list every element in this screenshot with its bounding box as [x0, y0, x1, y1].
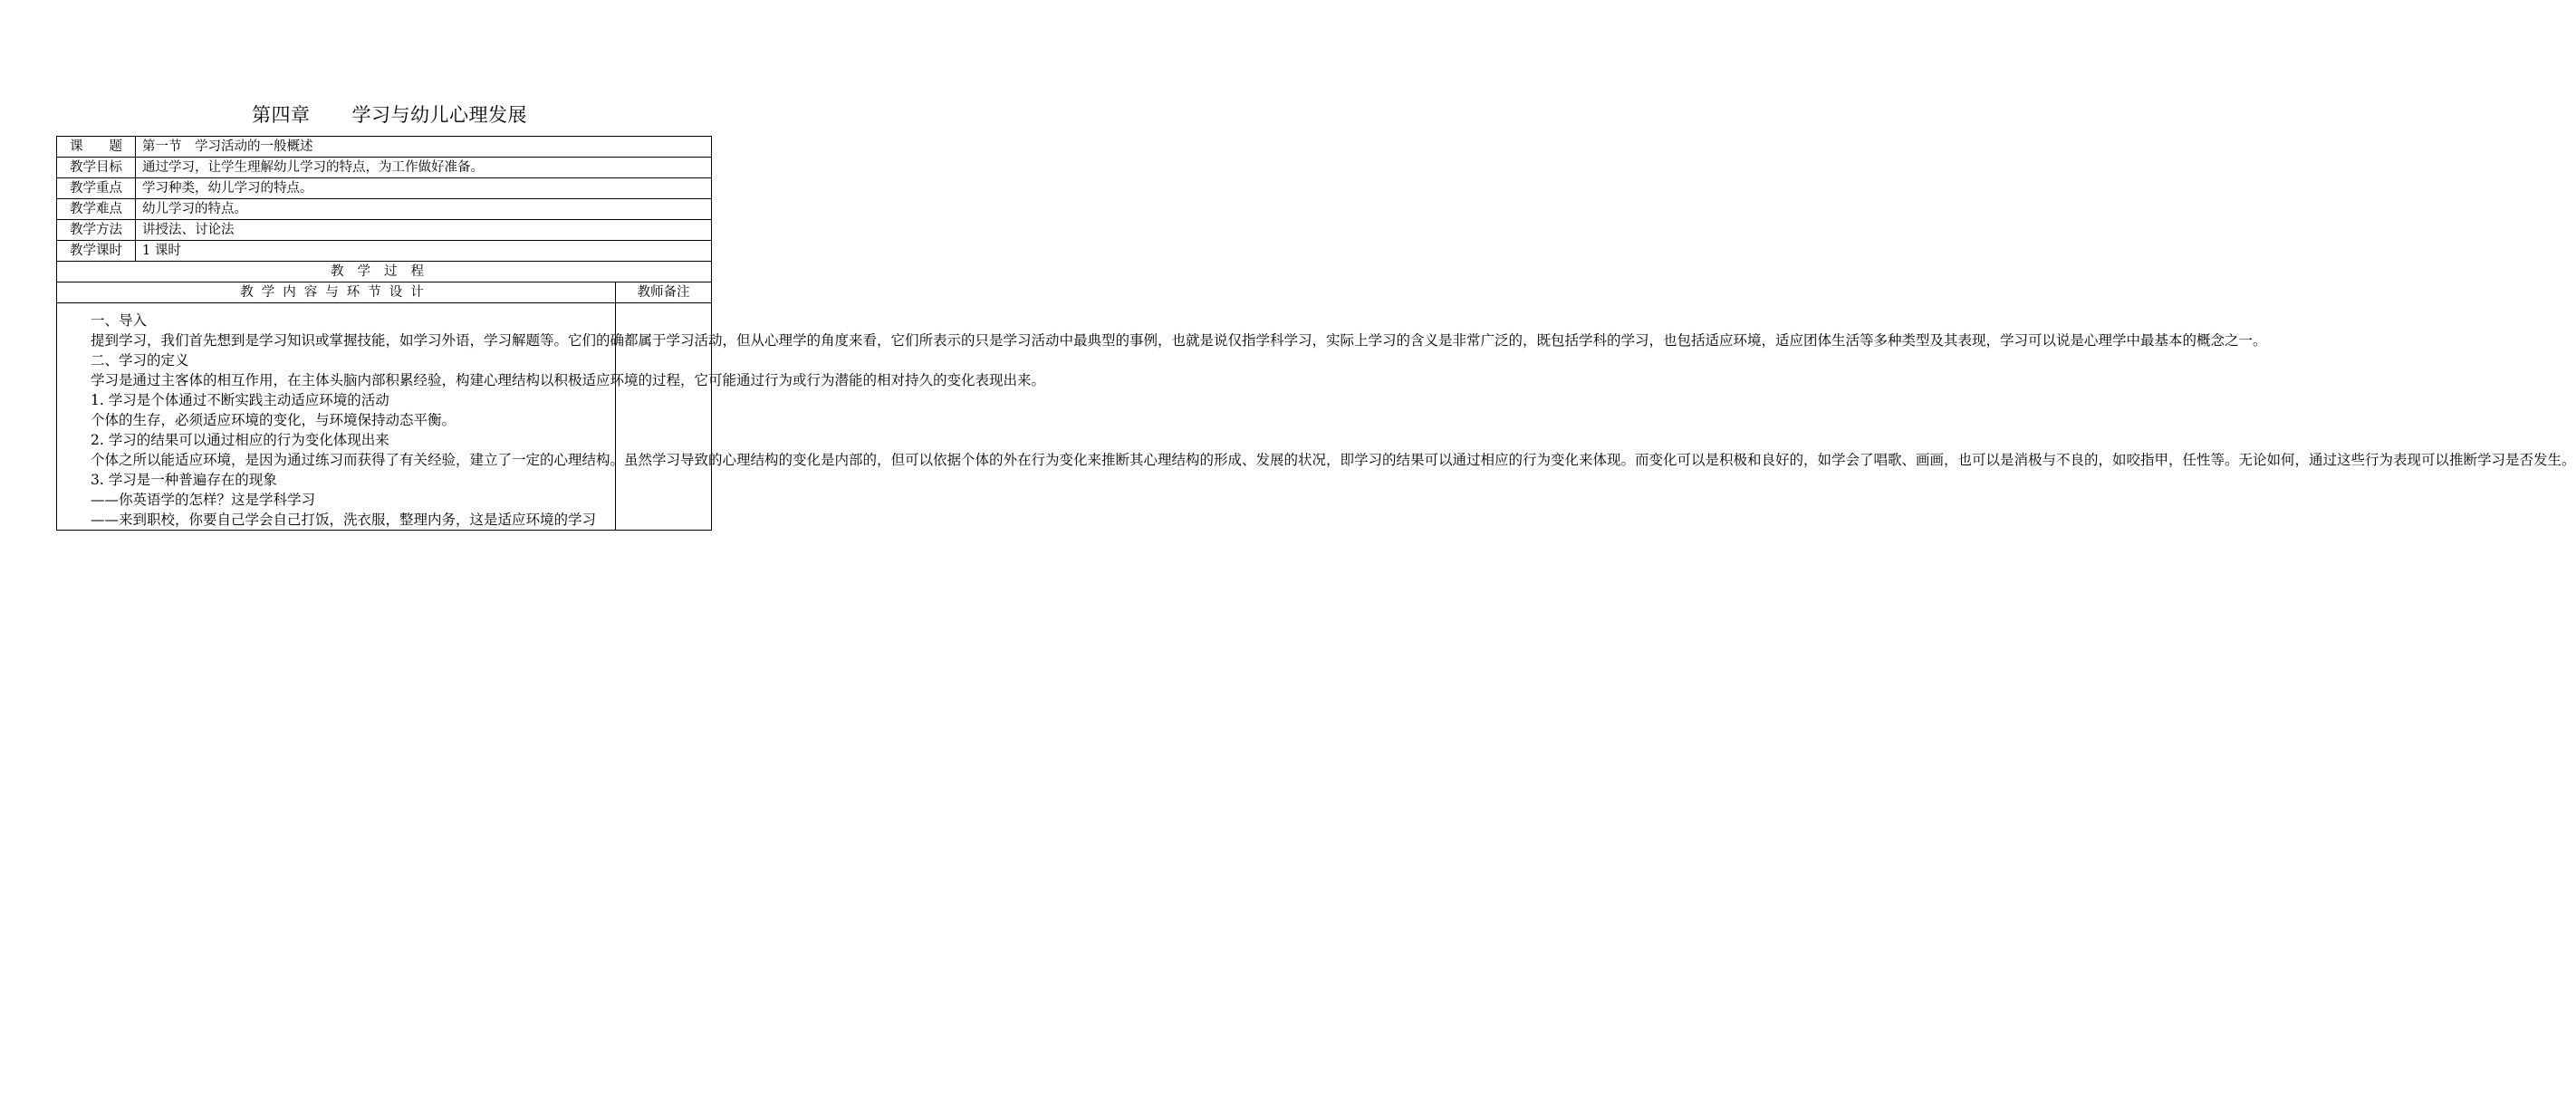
- lesson-plan-table: [56, 136, 2576, 531]
- info-label: 教学重点: [57, 178, 136, 199]
- column-header-row: [57, 282, 712, 303]
- info-row-difficulty: [57, 199, 712, 220]
- info-value: 第一节 学习活动的一般概述: [136, 137, 712, 158]
- info-label: 教学课时: [57, 241, 136, 262]
- info-row-objective: [57, 158, 712, 178]
- paragraph: 个体之所以能适应环境，是因为通过练习而获得了有关经验，建立了一定的心理结构。虽然学习导致的心理结构的变化是内部的，但可以依据个体的外在行为变化来推断其心理结构的形成、发展的状况，即学习的结果可以通过相应的行为变化来体现。而变化可以是积极和良好的，如学会了唱歌、画画，也可以是消极与不良的，如咬指甲，任性等。无论如何，通过这些行为表现可以推断学习是否发生。: [91, 452, 2576, 468]
- paragraph: 提到学习，我们首先想到是学习知识或掌握技能，如学习外语，学习解题等。它们的确都属于学习活动，但从心理学的角度来看，它们所表示的只是学习活动中最典型的事例，也就是说仅指学科学习，实际上学习的含义是非常广泛的，既包括学科的学习，也包括适应环境，适应团体生活等多种类型及其表现，学习可以说是心理学中最基本的概念之一。: [91, 332, 2267, 349]
- info-label: 教学目标: [57, 158, 136, 178]
- lesson-content: [57, 303, 2576, 531]
- info-label: 教学方法: [57, 220, 136, 241]
- info-row-hours: [57, 241, 712, 262]
- section-heading: 二、学习的定义: [91, 352, 189, 369]
- point-heading: 1. 学习是个体通过不断实践主动适应环境的活动: [91, 392, 389, 408]
- info-value: 学习种类，幼儿学习的特点。: [136, 178, 712, 199]
- info-value: 讲授法、讨论法: [136, 220, 712, 241]
- example-line: ——你英语学的怎样？这是学科学习: [91, 492, 316, 508]
- chapter-name: 学习与幼儿心理发展: [351, 104, 527, 126]
- content-header: 教学内容与环节设计: [57, 282, 616, 303]
- chapter-number: 第四章: [252, 104, 311, 126]
- example-line: ——来到职校，你要自己学会自己打饭，洗衣服，整理内务，这是适应环境的学习: [91, 512, 597, 528]
- paragraph: 学习是通过主客体的相互作用，在主体头脑内部积累经验，构建心理结构以积极适应环境的过程，它可能通过行为或行为潜能的相对持久的变化表现出来。: [91, 372, 1046, 388]
- info-label: 课 题: [57, 137, 136, 158]
- section-heading: 一、导入: [91, 312, 148, 329]
- point-heading: 3. 学习是一种普遍存在的现象: [91, 472, 277, 488]
- info-row-key-point: [57, 178, 712, 199]
- process-header: 教学过程: [57, 262, 712, 282]
- point-heading: 2. 学习的结果可以通过相应的行为变化体现出来: [91, 432, 389, 448]
- notes-header: 教师备注: [616, 282, 712, 303]
- info-label: 教学难点: [57, 199, 136, 220]
- process-header-row: [57, 262, 712, 282]
- info-value: 幼儿学习的特点。: [136, 199, 712, 220]
- info-value: 1 课时: [136, 241, 712, 262]
- paragraph: 个体的生存，必须适应环境的变化，与环境保持动态平衡。: [91, 412, 457, 428]
- info-row-method: [57, 220, 712, 241]
- info-value: 通过学习，让学生理解幼儿学习的特点，为工作做好准备。: [136, 158, 712, 178]
- content-row: [57, 303, 712, 531]
- info-row-topic: [57, 137, 712, 158]
- page-title: [0, 101, 779, 129]
